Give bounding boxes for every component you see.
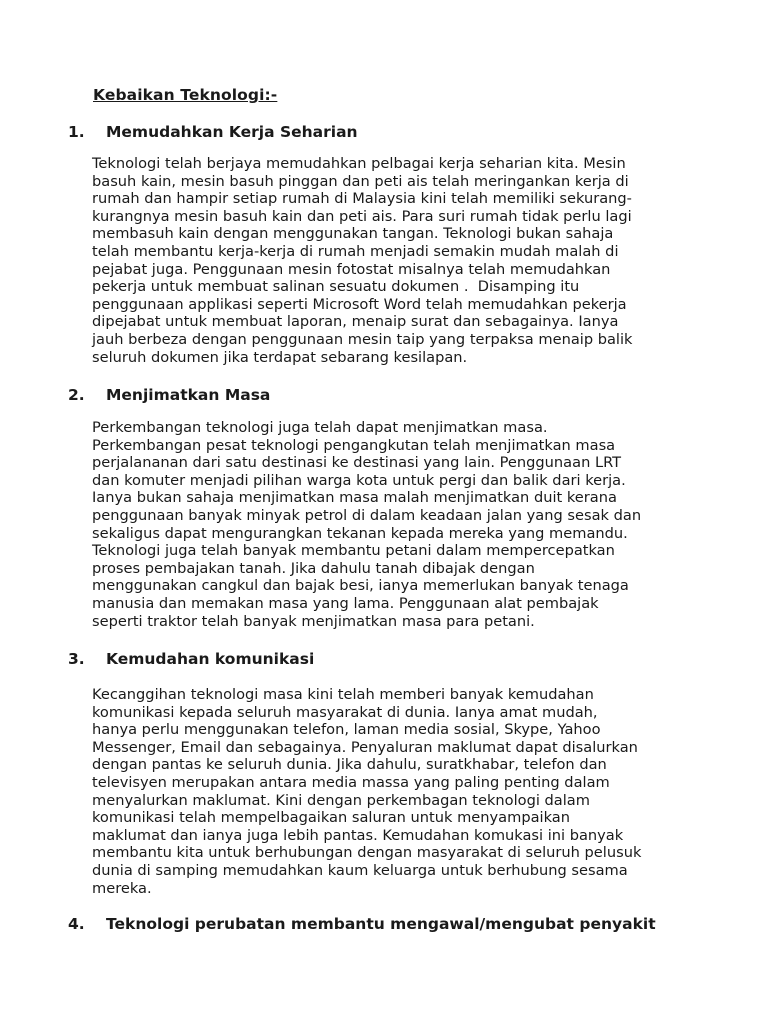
section-number: 3. xyxy=(68,650,85,668)
paragraph-line: hanya perlu menggunakan telefon, laman media sosial, Skype, Yahoo xyxy=(92,721,601,739)
paragraph-line: dengan pantas ke seluruh dunia. Jika dahulu, suratkhabar, telefon dan xyxy=(92,756,607,774)
document-title: Kebaikan Teknologi:- xyxy=(93,86,278,104)
paragraph-line: kurangnya mesin basuh kain dan peti ais. Para suri rumah tidak perlu lagi xyxy=(92,207,632,225)
section-number: 2. xyxy=(68,386,85,404)
section-heading-1 xyxy=(68,123,358,141)
paragraph-line: Ianya bukan sahaja menjimatkan masa malah menjimatkan duit kerana xyxy=(92,489,617,507)
paragraph-line: perjalananan dari satu destinasi ke destinasi yang lain. Penggunaan LRT xyxy=(92,454,622,472)
paragraph-line: komunikasi kepada seluruh masyarakat di dunia. Ianya amat mudah, xyxy=(92,703,598,721)
paragraph-line: seperti traktor telah banyak menjimatkan masa para petani. xyxy=(92,612,535,630)
section-title: Kemudahan komunikasi xyxy=(106,650,315,668)
paragraph-line: komunikasi telah mempelbagaikan saluran untuk menyampaikan xyxy=(92,809,570,827)
paragraph-line: membasuh kain dengan menggunakan tangan. Teknologi bukan sahaja xyxy=(92,225,614,243)
paragraph-line: Perkembangan teknologi juga telah dapat menjimatkan masa. xyxy=(92,419,548,436)
paragraph-line: televisyen merupakan antara media massa yang paling penting dalam xyxy=(92,773,610,791)
section-heading-4 xyxy=(68,915,656,933)
section-number: 1. xyxy=(68,123,85,141)
paragraph-line: Perkembangan pesat teknologi pengangkutan telah menjimatkan masa xyxy=(92,436,616,454)
section-number: 4. xyxy=(68,915,85,933)
paragraph-line: membantu kita untuk berhubungan dengan masyarakat di seluruh pelusuk xyxy=(92,844,642,862)
section-title: Teknologi perubatan membantu mengawal/mengubat penyakit xyxy=(106,915,656,933)
paragraph-line: telah membantu kerja-kerja di rumah menjadi semakin mudah malah di xyxy=(92,242,619,260)
section-paragraph-1 xyxy=(92,155,702,366)
paragraph-line: pekerja untuk membuat salinan sesuatu dokumen . Disamping itu xyxy=(92,278,580,296)
paragraph-line: Teknologi telah berjaya memudahkan pelbagai kerja seharian kita. Mesin xyxy=(92,155,626,172)
section-heading-3 xyxy=(68,650,314,668)
section-title: Menjimatkan Masa xyxy=(106,386,271,404)
paragraph-line: menyalurkan maklumat. Kini dengan perkembagan teknologi dalam xyxy=(92,791,590,809)
paragraph-line: seluruh dokumen jika terdapat sebarang kesilapan. xyxy=(92,348,468,366)
paragraph-line: proses pembajakan tanah. Jika dahulu tanah dibajak dengan xyxy=(92,559,535,577)
section-heading-2 xyxy=(68,386,270,404)
paragraph-line: maklumat dan ianya juga lebih pantas. Kemudahan komukasi ini banyak xyxy=(92,826,624,844)
paragraph-line: penggunaan applikasi seperti Microsoft Word telah memudahkan pekerja xyxy=(92,295,627,313)
paragraph-line: sekaligus dapat mengurangkan tekanan kepada mereka yang memandu. xyxy=(92,524,628,542)
section-paragraph-2 xyxy=(92,419,702,630)
paragraph-line: mereka. xyxy=(92,879,152,897)
paragraph-line: rumah dan hampir setiap rumah di Malaysia kini telah memiliki sekurang- xyxy=(92,190,632,208)
paragraph-line: pejabat juga. Penggunaan mesin fotostat misalnya telah memudahkan xyxy=(92,260,611,278)
paragraph-line: manusia dan memakan masa yang lama. Penggunaan alat pembajak xyxy=(92,594,599,612)
paragraph-line: Messenger, Email dan sebagainya. Penyaluran maklumat dapat disalurkan xyxy=(92,738,638,756)
paragraph-line: Teknologi juga telah banyak membantu petani dalam mempercepatkan xyxy=(92,542,615,560)
section-title: Memudahkan Kerja Seharian xyxy=(106,123,358,141)
paragraph-line: Kecanggihan teknologi masa kini telah memberi banyak kemudahan xyxy=(92,686,594,703)
paragraph-line: dan komuter menjadi pilihan warga kota untuk pergi dan balik dari kerja. xyxy=(92,471,626,489)
paragraph-line: menggunakan cangkul dan bajak besi, ianya memerlukan banyak tenaga xyxy=(92,577,629,595)
paragraph-line: basuh kain, mesin basuh pinggan dan peti ais telah meringankan kerja di xyxy=(92,172,629,190)
paragraph-line: dipejabat untuk membuat laporan, menaip surat dan sebagainya. Ianya xyxy=(92,313,619,331)
section-paragraph-3 xyxy=(92,686,702,897)
paragraph-line: penggunaan banyak minyak petrol di dalam keadaan jalan yang sesak dan xyxy=(92,506,642,524)
paragraph-line: dunia di samping memudahkan kaum keluarga untuk berhubung sesama xyxy=(92,861,628,879)
paragraph-line: jauh berbeza dengan penggunaan mesin taip yang terpaksa menaip balik xyxy=(92,330,633,348)
